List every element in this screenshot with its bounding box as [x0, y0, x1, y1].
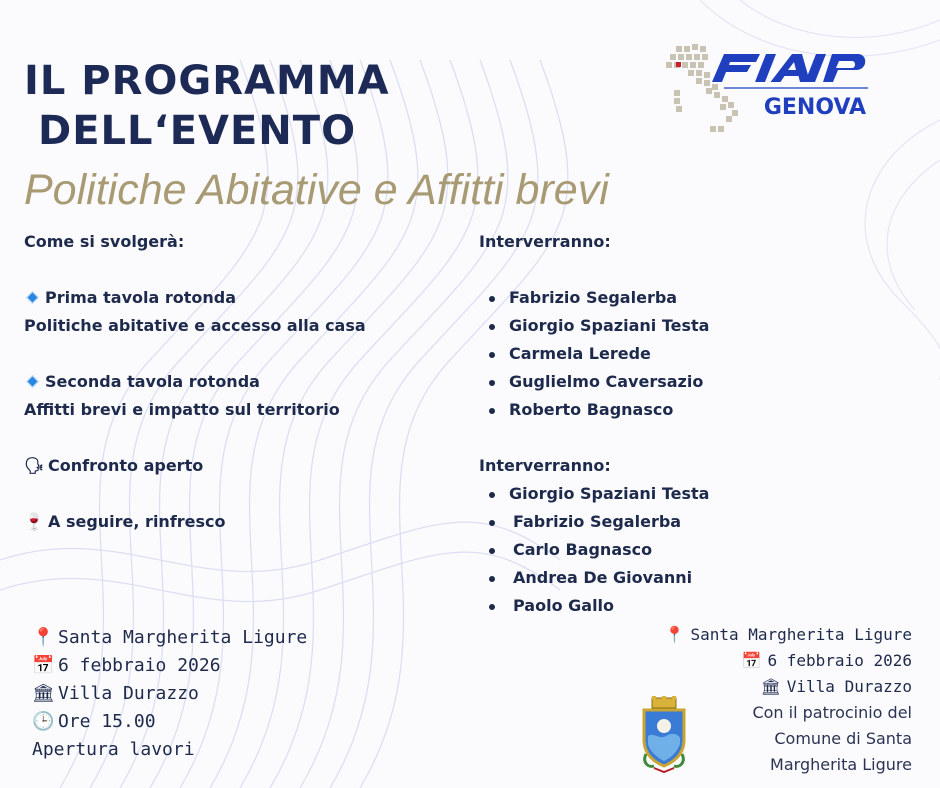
title-line-2: DELL‘EVENTO [38, 108, 357, 154]
info-time: 🕒 Ore 15.00 [32, 708, 307, 736]
list-item: Paolo Gallo [489, 592, 709, 620]
program-item-1 [24, 288, 236, 307]
list-item: Fabrizio Segalerba [489, 508, 709, 536]
program-item-1-desc: Politiche abitative e accesso alla casa [24, 316, 366, 335]
list-item: Guglielmo Caversazio [489, 368, 709, 396]
info-venue: 🏛 Villa Durazzo [32, 680, 307, 708]
program-open-discussion [24, 456, 203, 475]
list-item: Giorgio Spaziani Testa [489, 312, 709, 340]
speakers-heading-2: Interverranno: [479, 456, 611, 475]
program-section [24, 232, 454, 552]
info-right-date: 📅 6 febbraio 2026 [664, 648, 912, 674]
program-item-1-title: Prima tavola rotonda [45, 288, 237, 307]
program-heading: Come si svolgerà: [24, 232, 185, 251]
event-title [24, 56, 390, 156]
speakers-list-1 [489, 284, 709, 424]
speakers-section [479, 232, 879, 622]
patronage-line-2: Comune di Santa [774, 729, 912, 748]
pin-icon: 📍 [664, 625, 685, 644]
program-after-text: A seguire, rinfresco [48, 512, 226, 531]
speakers-list-2 [489, 480, 709, 620]
list-item: Carlo Bagnasco [489, 536, 709, 564]
program-item-2-title: Seconda tavola rotonda [45, 372, 260, 391]
wine-glass-icon: 🍷 [24, 512, 44, 531]
classical-building-icon: 🏛 [32, 683, 55, 704]
event-info-left [32, 624, 307, 764]
program-open-text: Confronto aperto [48, 456, 204, 475]
speaking-head-icon: 🗣 [24, 456, 45, 475]
clock-icon: 🕒 [32, 711, 55, 732]
classical-building-icon: 🏛 [760, 677, 782, 696]
pin-icon: 📍 [32, 627, 55, 648]
blue-diamond-icon [26, 375, 39, 388]
program-item-2 [24, 372, 260, 391]
info-date: 📅 6 febbraio 2026 [32, 652, 307, 680]
list-item: Fabrizio Segalerba [489, 284, 709, 312]
blue-diamond-icon [26, 291, 39, 304]
list-item: Andrea De Giovanni [489, 564, 709, 592]
info-note: Apertura lavori [32, 739, 195, 760]
title-line-1: IL PROGRAMMA [24, 58, 390, 104]
list-item: Carmela Lerede [489, 340, 709, 368]
speakers-heading-1: Interverranno: [479, 232, 611, 251]
calendar-icon: 📅 [741, 651, 762, 670]
list-item: Roberto Bagnasco [489, 396, 709, 424]
event-subtitle: Politiche Abitative e Affitti brevi [24, 166, 609, 214]
event-info-right [664, 622, 912, 778]
info-right-place: 📍 Santa Margherita Ligure [664, 622, 912, 648]
info-place: 📍 Santa Margherita Ligure [32, 624, 307, 652]
list-item: Giorgio Spaziani Testa [489, 480, 709, 508]
fiaip-genova-logo [662, 40, 882, 136]
patronage-line-3: Margherita Ligure [770, 755, 912, 774]
program-refreshment [24, 512, 226, 531]
info-right-venue: 🏛 Villa Durazzo [664, 674, 912, 700]
calendar-icon: 📅 [32, 655, 55, 676]
program-item-2-desc: Affitti brevi e impatto sul territorio [24, 400, 340, 419]
municipal-crest-icon [640, 696, 688, 774]
patronage-line-1: Con il patrocinio del [752, 703, 912, 722]
logo-city-text: GENOVA [763, 95, 866, 120]
